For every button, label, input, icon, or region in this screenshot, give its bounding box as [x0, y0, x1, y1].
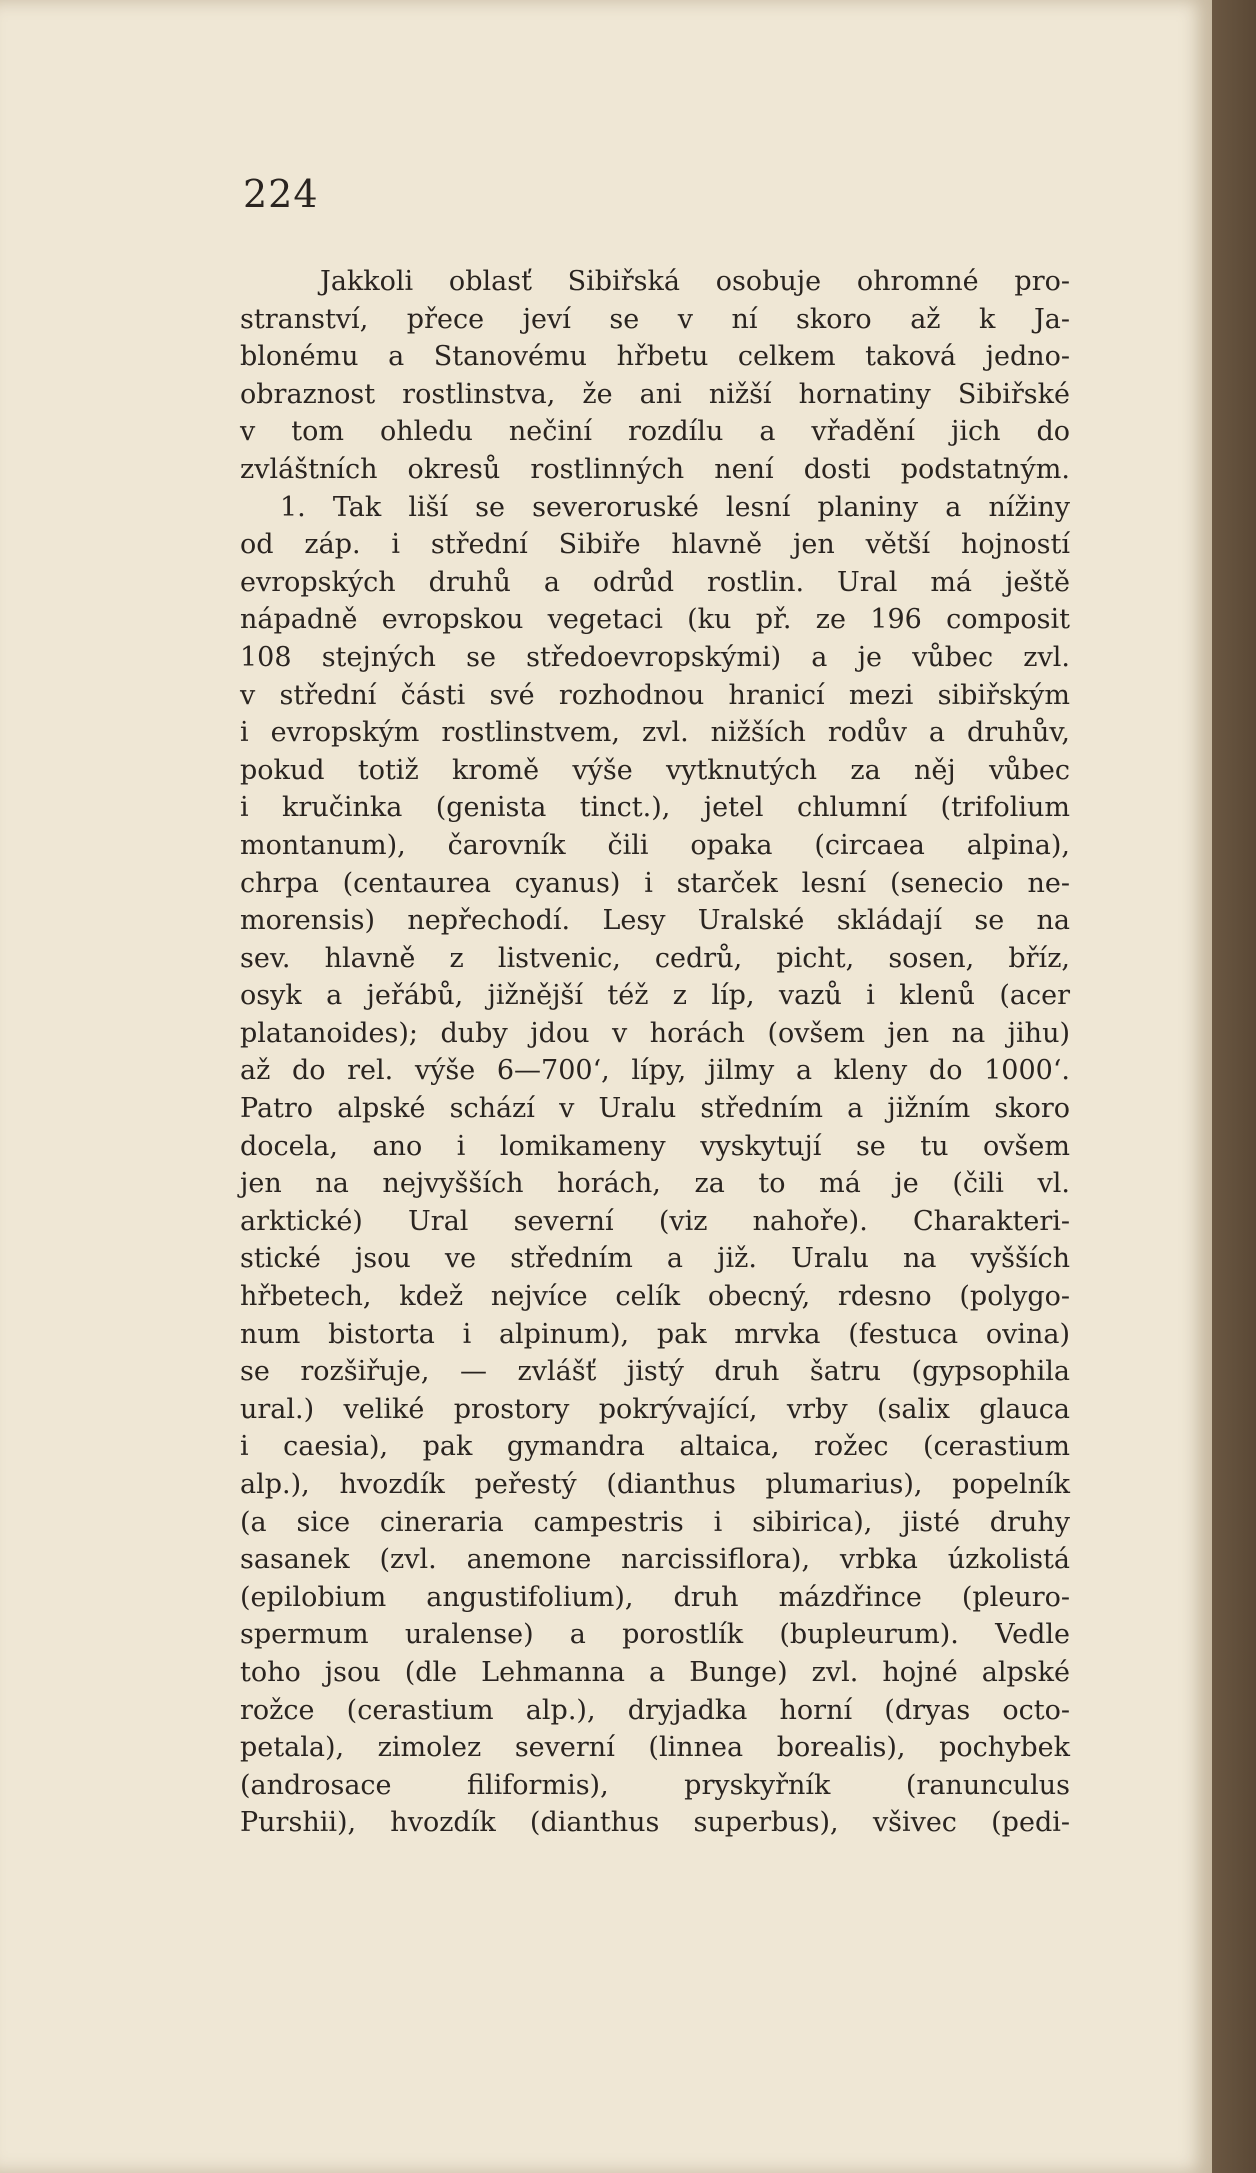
text-line: nápadně evropskou vegetaci (ku př. ze 196 composit: [240, 604, 1070, 636]
text-line: i evropským rostlinstvem, zvl. nižších rodův a druhův,: [240, 717, 1070, 749]
text-line: v tom ohledu nečiní rozdílu a vřadění jich do: [240, 416, 1070, 448]
text-line: docela, ano i lomikameny vyskytují se tu ovšem: [240, 1130, 1070, 1162]
text-line: chrpa (centaurea cyanus) i starček lesní (senecio ne-: [240, 867, 1070, 899]
text-line: stické jsou ve středním a již. Uralu na vyšších: [240, 1243, 1070, 1275]
text-line: toho jsou (dle Lehmanna a Bunge) zvl. hojné alpské: [240, 1656, 1070, 1688]
body-text: [240, 263, 1070, 1842]
text-line: blonému a Stanovému hřbetu celkem taková jedno-: [240, 341, 1070, 373]
page-number: 224: [243, 172, 319, 216]
text-line: i kručinka (genista tinct.), jetel chlumní (trifolium: [240, 792, 1070, 824]
text-line: 108 stejných se středoevropskými) a je vůbec zvl.: [240, 641, 1070, 673]
text-line: sasanek (zvl. anemone narcissiflora), vrbka úzkolistá: [240, 1544, 1070, 1576]
text-line: až do rel. výše 6—700‘, lípy, jilmy a kleny do 1000‘.: [240, 1055, 1070, 1087]
text-line: rožce (cerastium alp.), dryjadka horní (dryas octo-: [240, 1694, 1070, 1726]
text-line: platanoides); duby jdou v horách (ovšem jen na jihu): [240, 1017, 1070, 1049]
text-line: montanum), čarovník čili opaka (circaea alpina),: [240, 829, 1070, 861]
text-line: osyk a jeřábů, jižnější též z líp, vazů i klenů (acer: [240, 980, 1070, 1012]
book-spine-edge: [1212, 0, 1256, 2173]
text-line: 1. Tak liší se severoruské lesní planiny a nížiny: [280, 491, 1070, 523]
text-line: i caesia), pak gymandra altaica, rožec (cerastium: [240, 1431, 1070, 1463]
text-line: (androsace filiformis), pryskyřník (ranunculus: [240, 1769, 1070, 1801]
text-line: morensis) nepřechodí. Lesy Uralské skládají se na: [240, 905, 1070, 937]
text-line: se rozšiřuje, — zvlášť jistý druh šatru (gypsophila: [240, 1356, 1070, 1388]
text-line: ural.) veliké prostory pokrývající, vrby (salix glauca: [240, 1393, 1070, 1425]
text-line: pokud totiž kromě výše vytknutých za něj vůbec: [240, 754, 1070, 786]
text-line: (epilobium angustifolium), druh mázdřince (pleuro-: [240, 1581, 1070, 1613]
text-line: arktické) Ural severní (viz nahoře). Charakteri-: [240, 1205, 1070, 1237]
text-line: Purshii), hvozdík (dianthus superbus), všivec (pedi-: [240, 1807, 1070, 1839]
text-line: zvláštních okresů rostlinných není dosti podstatným.: [240, 453, 1070, 485]
text-line: num bistorta i alpinum), pak mrvka (festuca ovina): [240, 1318, 1070, 1350]
text-line: obraznost rostlinstva, že ani nižší hornatiny Sibiřské: [240, 378, 1070, 410]
text-line: spermum uralense) a porostlík (bupleurum). Vedle: [240, 1619, 1070, 1651]
text-line: evropských druhů a odrůd rostlin. Ural má ještě: [240, 566, 1070, 598]
text-line: hřbetech, kdež nejvíce celík obecný, rdesno (polygo-: [240, 1281, 1070, 1313]
text-line: v střední části své rozhodnou hranicí mezi sibiřským: [240, 679, 1070, 711]
text-line: stranství, přece jeví se v ní skoro až k Ja-: [240, 303, 1070, 335]
text-line: od záp. i střední Sibiře hlavně jen větší hojností: [240, 529, 1070, 561]
text-line: sev. hlavně z listvenic, cedrů, picht, sosen, bříz,: [240, 942, 1070, 974]
text-line: alp.), hvozdík peřestý (dianthus plumarius), popelník: [240, 1469, 1070, 1500]
text-line: jen na nejvyšších horách, za to má je (čili vl.: [240, 1168, 1070, 1200]
text-line: petala), zimolez severní (linnea borealis), pochybek: [240, 1732, 1070, 1764]
text-line: Jakkoli oblasť Sibiřská osobuje ohromné pro-: [320, 266, 1070, 297]
text-line: (a sice cineraria campestris i sibirica), jisté druhy: [240, 1506, 1070, 1538]
text-line: Patro alpské schází v Uralu středním a jižním skoro: [240, 1093, 1070, 1125]
